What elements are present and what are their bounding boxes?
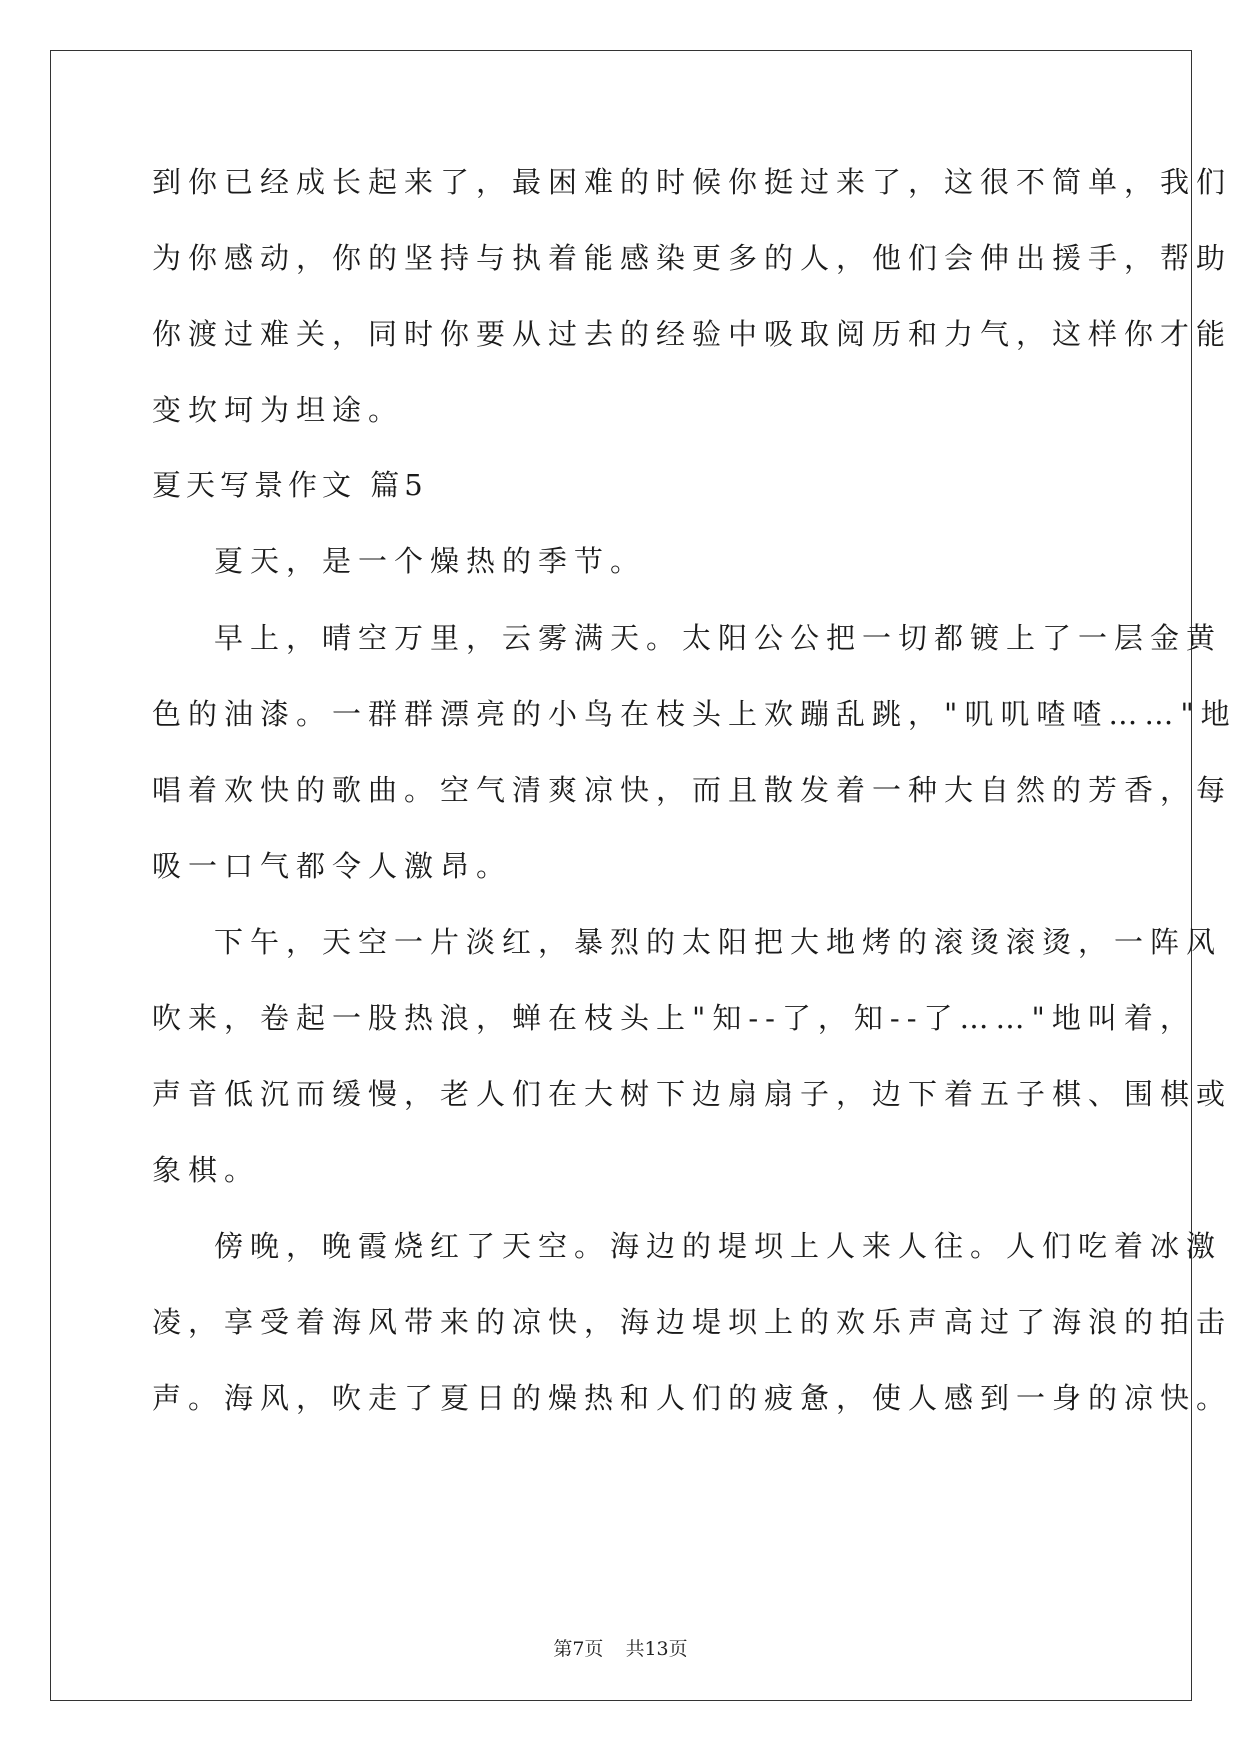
text-line: 吸一口气都令人激昂。 — [152, 849, 513, 883]
page-total: 共13页 — [625, 1638, 688, 1660]
page-footer — [0, 1634, 1241, 1661]
page-number: 第7页 — [553, 1638, 604, 1660]
text-line: 你渡过难关，同时你要从过去的经验中吸取阅历和力气，这样你才能 — [152, 317, 1233, 351]
text-line: 声音低沉而缓慢，老人们在大树下边扇扇子，边下着五子棋、围棋或 — [152, 1077, 1233, 1111]
text-line: 变坎坷为坦途。 — [152, 393, 405, 427]
paragraph-start: 下午，天空一片淡红，暴烈的太阳把大地烤的滚烫滚烫，一阵风 — [214, 925, 1223, 959]
section-heading: 夏天写景作文 篇5 — [152, 468, 428, 502]
paragraph-start: 傍晚，晚霞烧红了天空。海边的堤坝上人来人往。人们吃着冰激 — [214, 1229, 1223, 1263]
text-line: 吹来，卷起一股热浪，蝉在枝头上"知--了，知--了……"地叫着， — [152, 1001, 1196, 1035]
text-line: 象棋。 — [152, 1153, 261, 1187]
paragraph-start: 夏天，是一个燥热的季节。 — [214, 544, 647, 578]
text-line: 为你感动，你的坚持与执着能感染更多的人，他们会伸出援手，帮助 — [152, 241, 1233, 275]
text-line: 唱着欢快的歌曲。空气清爽凉快，而且散发着一种大自然的芳香，每 — [152, 773, 1233, 807]
text-line: 声。海风，吹走了夏日的燥热和人们的疲惫，使人感到一身的凉快。 — [152, 1381, 1233, 1415]
text-line: 到你已经成长起来了，最困难的时候你挺过来了，这很不简单，我们 — [152, 165, 1233, 199]
text-line: 色的油漆。一群群漂亮的小鸟在枝头上欢蹦乱跳，"叽叽喳喳……"地 — [152, 697, 1237, 731]
text-line: 凌，享受着海风带来的凉快，海边堤坝上的欢乐声高过了海浪的拍击 — [152, 1305, 1233, 1339]
paragraph-start: 早上，晴空万里，云雾满天。太阳公公把一切都镀上了一层金黄 — [214, 621, 1223, 655]
